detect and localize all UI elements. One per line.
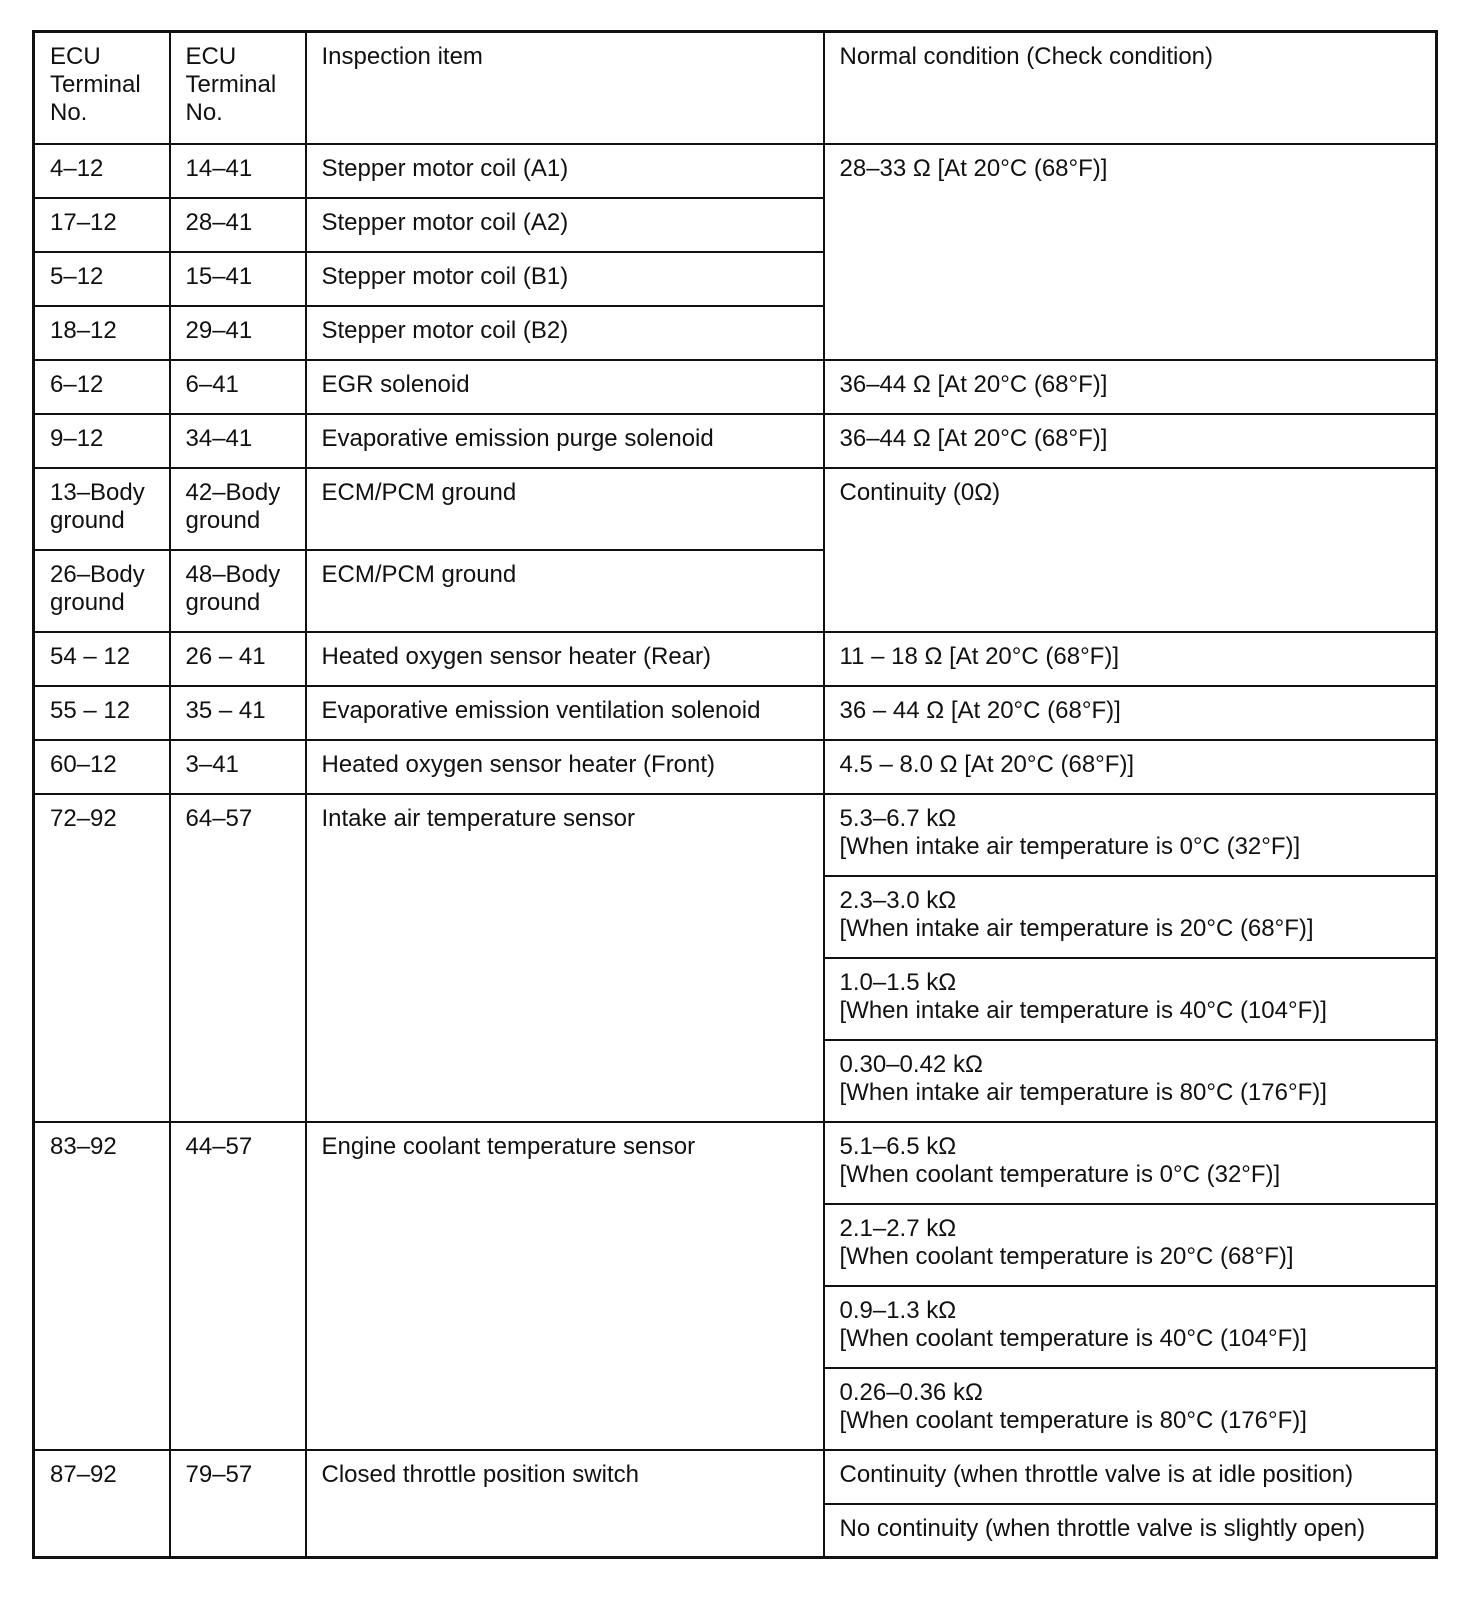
table-row xyxy=(34,740,1437,794)
inspection-item: Evaporative emission purge solenoid xyxy=(306,414,824,468)
inspection-item: Heated oxygen sensor heater (Front) xyxy=(306,740,824,794)
inspection-item: Stepper motor coil (B2) xyxy=(306,306,824,360)
terminal-1: 6–12 xyxy=(34,360,170,414)
normal-condition: 36–44 Ω [At 20°C (68°F)] xyxy=(824,360,1437,414)
inspection-item: Stepper motor coil (A2) xyxy=(306,198,824,252)
header-ecu-terminal-2: ECU Terminal No. xyxy=(170,32,306,144)
terminal-2: 79–57 xyxy=(170,1450,306,1558)
terminal-1: 55 – 12 xyxy=(34,686,170,740)
terminal-1: 5–12 xyxy=(34,252,170,306)
table-row xyxy=(34,144,1437,198)
header-ecu-terminal-1: ECU Terminal No. xyxy=(34,32,170,144)
normal-condition: 36–44 Ω [At 20°C (68°F)] xyxy=(824,414,1437,468)
terminal-1: 4–12 xyxy=(34,144,170,198)
terminal-1: 87–92 xyxy=(34,1450,170,1558)
normal-condition: 0.26–0.36 kΩ [When coolant temperature is 80°C (176°F)] xyxy=(824,1368,1437,1450)
normal-condition: 2.1–2.7 kΩ [When coolant temperature is 20°C (68°F)] xyxy=(824,1204,1437,1286)
table-row xyxy=(34,632,1437,686)
inspection-item: Intake air temperature sensor xyxy=(306,794,824,1122)
header-row xyxy=(34,32,1437,144)
normal-condition: 28–33 Ω [At 20°C (68°F)] xyxy=(824,144,1437,360)
inspection-item: Engine coolant temperature sensor xyxy=(306,1122,824,1450)
inspection-item: Stepper motor coil (A1) xyxy=(306,144,824,198)
terminal-1: 18–12 xyxy=(34,306,170,360)
table-row xyxy=(34,468,1437,550)
normal-condition: No continuity (when throttle valve is slightly open) xyxy=(824,1504,1437,1558)
terminal-1: 54 – 12 xyxy=(34,632,170,686)
terminal-2: 14–41 xyxy=(170,144,306,198)
terminal-2: 35 – 41 xyxy=(170,686,306,740)
inspection-item: Closed throttle position switch xyxy=(306,1450,824,1558)
terminal-2: 48–Body ground xyxy=(170,550,306,632)
table-row xyxy=(34,360,1437,414)
table-row xyxy=(34,1122,1437,1204)
inspection-item: ECM/PCM ground xyxy=(306,550,824,632)
terminal-1: 60–12 xyxy=(34,740,170,794)
terminal-1: 9–12 xyxy=(34,414,170,468)
terminal-2: 26 – 41 xyxy=(170,632,306,686)
header-inspection-item: Inspection item xyxy=(306,32,824,144)
terminal-1: 17–12 xyxy=(34,198,170,252)
normal-condition: 5.3–6.7 kΩ [When intake air temperature is 0°C (32°F)] xyxy=(824,794,1437,876)
normal-condition: 4.5 – 8.0 Ω [At 20°C (68°F)] xyxy=(824,740,1437,794)
table-row xyxy=(34,686,1437,740)
normal-condition: 36 – 44 Ω [At 20°C (68°F)] xyxy=(824,686,1437,740)
inspection-item: ECM/PCM ground xyxy=(306,468,824,550)
terminal-2: 6–41 xyxy=(170,360,306,414)
terminal-1: 72–92 xyxy=(34,794,170,1122)
terminal-2: 15–41 xyxy=(170,252,306,306)
terminal-2: 64–57 xyxy=(170,794,306,1122)
terminal-2: 29–41 xyxy=(170,306,306,360)
inspection-item: EGR solenoid xyxy=(306,360,824,414)
inspection-item: Heated oxygen sensor heater (Rear) xyxy=(306,632,824,686)
normal-condition: 1.0–1.5 kΩ [When intake air temperature is 40°C (104°F)] xyxy=(824,958,1437,1040)
inspection-item: Stepper motor coil (B1) xyxy=(306,252,824,306)
terminal-2: 44–57 xyxy=(170,1122,306,1450)
terminal-1: 83–92 xyxy=(34,1122,170,1450)
normal-condition: 0.9–1.3 kΩ [When coolant temperature is 40°C (104°F)] xyxy=(824,1286,1437,1368)
table-row xyxy=(34,794,1437,876)
normal-condition: Continuity (when throttle valve is at idle position) xyxy=(824,1450,1437,1504)
ecu-inspection-table xyxy=(32,30,1438,1559)
terminal-2: 34–41 xyxy=(170,414,306,468)
header-normal-condition: Normal condition (Check condition) xyxy=(824,32,1437,144)
terminal-1: 13–Body ground xyxy=(34,468,170,550)
terminal-2: 3–41 xyxy=(170,740,306,794)
terminal-2: 42–Body ground xyxy=(170,468,306,550)
terminal-1: 26–Body ground xyxy=(34,550,170,632)
terminal-2: 28–41 xyxy=(170,198,306,252)
normal-condition: 2.3–3.0 kΩ [When intake air temperature is 20°C (68°F)] xyxy=(824,876,1437,958)
table-row xyxy=(34,414,1437,468)
normal-condition: Continuity (0Ω) xyxy=(824,468,1437,632)
normal-condition: 0.30–0.42 kΩ [When intake air temperature is 80°C (176°F)] xyxy=(824,1040,1437,1122)
inspection-item: Evaporative emission ventilation solenoid xyxy=(306,686,824,740)
normal-condition: 5.1–6.5 kΩ [When coolant temperature is 0°C (32°F)] xyxy=(824,1122,1437,1204)
normal-condition: 11 – 18 Ω [At 20°C (68°F)] xyxy=(824,632,1437,686)
table-row xyxy=(34,1450,1437,1504)
